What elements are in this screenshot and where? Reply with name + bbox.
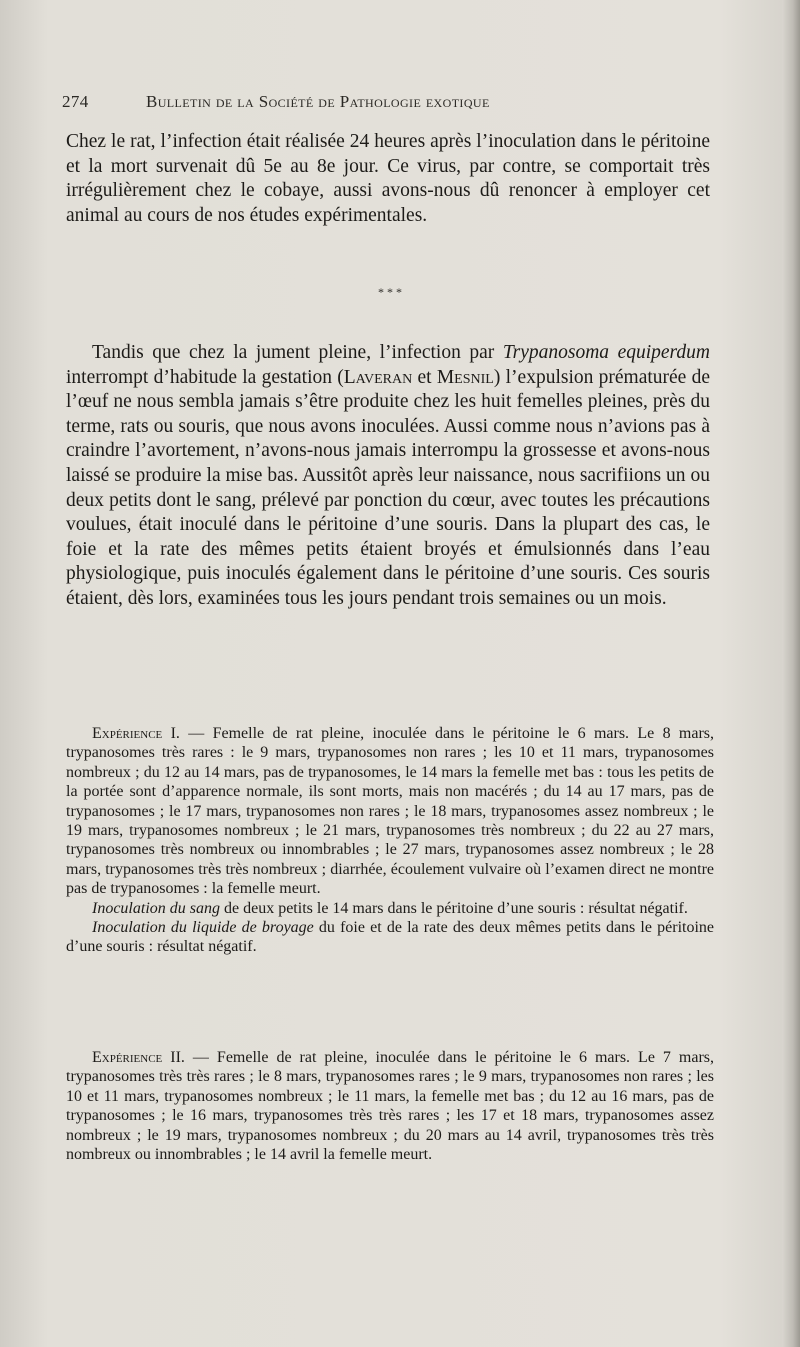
experience-1-label: Expérience I.	[92, 725, 180, 742]
paragraph-2-mid1: interrompt d’habitude la gestation (	[66, 366, 344, 388]
experience-2-body	[66, 1048, 714, 1164]
experience-1-body	[66, 724, 714, 899]
inoculation-liquid-text: du foie et de la rate des deux mêmes petits dans le péritoine d’une souris : résultat négatif.	[66, 919, 714, 956]
paragraph-1: Chez le rat, l’infection était réalisée 24 heures après l’inoculation dans le péritoine et la mort survenait dû 5e au 8e jour. Ce virus, par contre, se comportait très irrégulièrement chez le cobaye, aussi avons-nous dû renoncer à employer cet animal au cours de nos études expérimentales.	[66, 131, 710, 226]
experience-1	[66, 724, 714, 957]
inoculation-blood	[66, 899, 714, 918]
author-laveran: Laveran	[343, 366, 413, 388]
experience-2-label: Expérience II.	[92, 1049, 185, 1066]
inoculation-blood-label: Inoculation du sang	[92, 899, 220, 917]
experience-2	[66, 1048, 714, 1164]
inoculation-blood-text: de deux petits le 14 mars dans le péritoine d’une souris : résultat négatif.	[220, 899, 688, 917]
inoculation-liquid-label: Inoculation du liquide de broyage	[92, 919, 314, 937]
experience-2-text: — Femelle de rat pleine, inoculée dans le péritoine le 6 mars. Le 7 mars, trypanosomes très très rares ; le 8 mars, trypanosomes rares ; le 9 mars, trypanosomes non rares ; les 10 et 11 mars, trypanosomes nombreux ; le 11 mars, la femelle met bas ; du 12 au 16 mars, pas de trypanosomes ; le 16 mars, trypanosomes très très rares ; les 17 et 18 mars, trypanosomes assez nombreux ; le 19 mars, trypanosomes nombreux ; du 20 mars au 14 avril, trypanosomes très très nombreux ou innombrables ; le 14 avril la femelle meurt.	[66, 1049, 715, 1164]
section-separator: * * *	[378, 285, 402, 299]
experience-1-text: — Femelle de rat pleine, inoculée dans le péritoine le 6 mars. Le 8 mars, trypanosomes très rares : le 9 mars, trypanosomes non rares ; les 10 et 11 mars, trypanosomes nombreux ; du 12 au 14 mars, pas de trypanosomes, le 14 mars la femelle met bas : tous les petits de la portée sont d’apparence normale, ils sont morts, mais non macérés ; du 14 au 17 mars, pas de trypanosomes ; le 17 mars, trypanosomes non rares ; le 18 mars, trypanosomes assez nombreux ; le 19 mars, trypanosomes nombreux ; le 21 mars, trypanosomes très nombreux ; du 22 au 27 mars, trypanosomes très nombreux ou innombrables ; le 27 mars, trypanosomes assez nombreux ; le 28 mars, trypanosomes très très nombreux ; diarrhée, écoulement vulvaire où l’examen direct ne montre pas de trypanosomes : la femelle meurt.	[66, 725, 715, 898]
inoculation-liquid	[66, 918, 714, 957]
paragraph-2-start: Tandis que chez la jument pleine, l’infection par	[92, 342, 503, 363]
species-name: Trypanosoma equiperdum	[502, 342, 711, 363]
paragraph-2	[66, 341, 710, 612]
journal-title: Bulletin de la Société de Pathologie exotique	[146, 92, 490, 111]
page-number: 274	[62, 92, 89, 111]
page-edge-shadow	[782, 0, 800, 1347]
author-mesnil: Mesnil	[436, 366, 494, 388]
paragraph-2-mid2: et	[412, 366, 437, 388]
paragraph-2-rest: ) l’expulsion prématurée de l’œuf ne nous sembla jamais s’être produite chez les huit femelles pleines, près du terme, rats ou souris, que nous avons inoculées. Aussi comme nous n’avions pas à craindre l’avortement, n’avons-nous jamais interrompu la grossesse et avons-nous laissé se produire la mise bas. Aussitôt après leur naissance, nous sacrifiions un ou deux petits dont le sang, prélevé par ponction du cœur, avec toutes les précautions voulues, était inoculé dans le péritoine d’une souris. Dans la plupart des cas, le foie et la rate des mêmes petits étaient broyés et émulsionnés dans l’eau physiologique, puis inoculés également dans le péritoine d’une souris. Ces souris étaient, dès lors, examinées tous les jours pendant trois semaines ou un mois.	[66, 366, 711, 609]
